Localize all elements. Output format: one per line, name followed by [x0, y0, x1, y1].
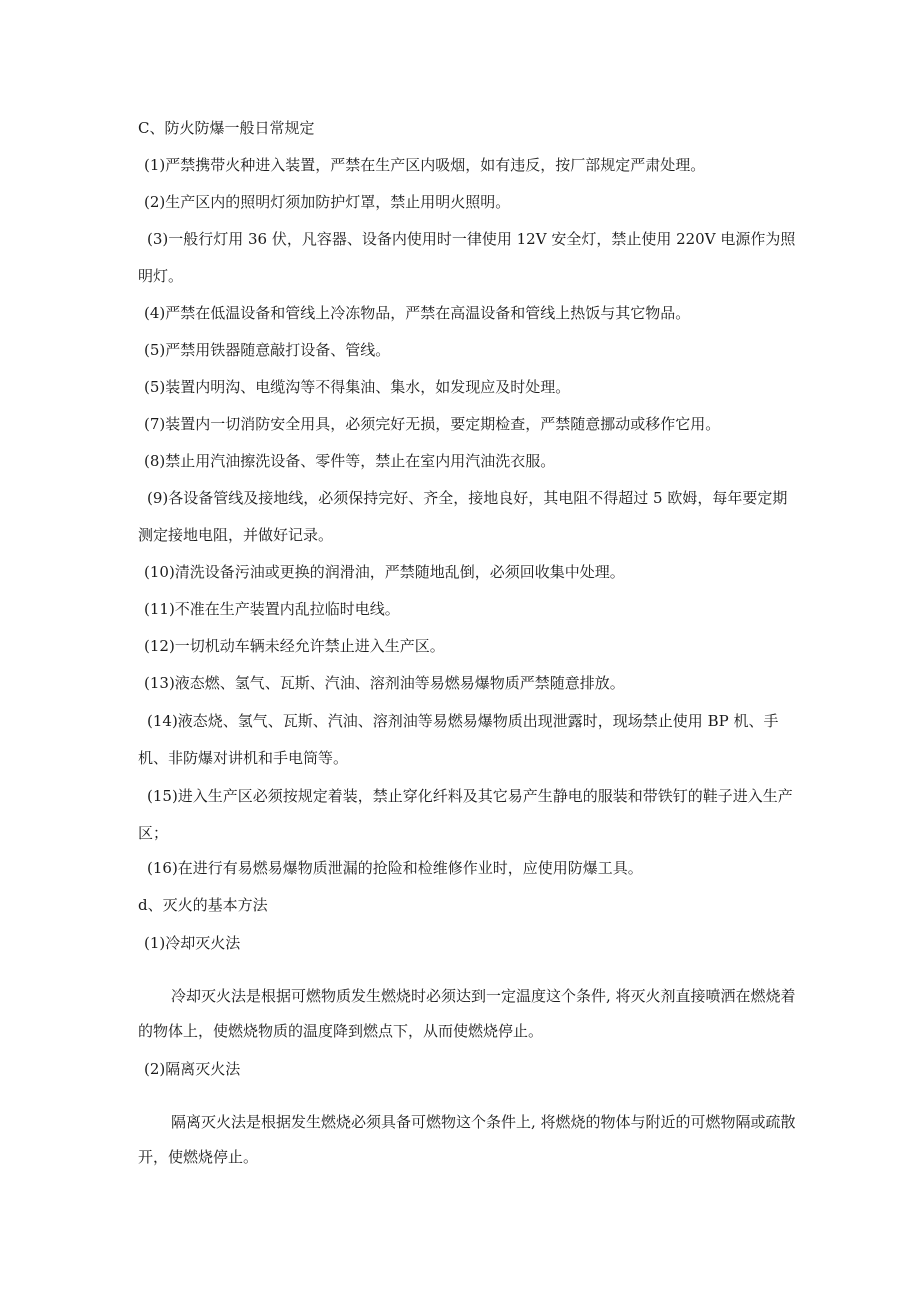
rule-3: (3)一般行灯用 36 伏，凡容器、设备内使用时一律使用 12V 安全灯，禁止使用 220V 电源作为照 [147, 230, 796, 248]
section-c-heading: C、防火防爆一般日常规定 [138, 119, 315, 137]
rule-15: (15)进入生产区必须按规定着装，禁止穿化纤料及其它易产生静电的服装和带铁钉的鞋子进入生产 [147, 787, 793, 805]
method-2-title: (2)隔离灭火法 [144, 1060, 241, 1078]
rule-13: (13)液态燃、氢气、瓦斯、汽油、溶剂油等易燃易爆物质严禁随意排放。 [144, 674, 625, 692]
method-2-paragraph-line-2: 开，使燃烧停止。 [138, 1148, 259, 1166]
rule-4: (4)严禁在低温设备和管线上冷冻物品，严禁在高温设备和管线上热饭与其它物品。 [144, 304, 691, 322]
rule-15-continued: 区； [138, 824, 169, 842]
method-1-paragraph-line-2: 的物体上，使燃烧物质的温度降到燃点下，从而使燃烧停止。 [138, 1022, 544, 1040]
rule-7: (7)装置内一切消防安全用具，必须完好无损，要定期检查，严禁随意挪动或移作它用。 [144, 415, 721, 433]
method-1-paragraph-line-1: 冷却灭火法是根据可燃物质发生燃烧时必须达到一定温度这个条件, 将灭火剂直接喷洒在燃烧着 [171, 987, 796, 1005]
rule-10: (10)清洗设备污油或更换的润滑油，严禁随地乱倒，必须回收集中处理。 [144, 563, 625, 581]
rule-14-continued: 机、非防爆对讲机和手电筒等。 [138, 749, 349, 767]
method-2-paragraph-line-1: 隔离灭火法是根据发生燃烧必须具备可燃物这个条件上, 将燃烧的物体与附近的可燃物隔或疏散 [171, 1113, 796, 1131]
rule-1: (1)严禁携带火种进入装置，严禁在生产区内吸烟，如有违反，按厂部规定严肃处理。 [144, 156, 706, 174]
rule-3-continued: 明灯。 [138, 267, 184, 285]
rule-9-continued: 测定接地电阻，并做好记录。 [138, 526, 334, 544]
rule-5: (5)严禁用铁器随意敲打设备、管线。 [144, 341, 391, 359]
rule-9: (9)各设备管线及接地线，必须保持完好、齐全，接地良好，其电阻不得超过 5 欧姆，每年要定期 [147, 489, 788, 507]
section-d-heading: d、灭火的基本方法 [138, 896, 268, 914]
rule-8: (8)禁止用汽油擦洗设备、零件等，禁止在室内用汽油洗衣服。 [144, 452, 556, 470]
method-1-title: (1)冷却灭火法 [144, 934, 241, 952]
rule-6: (5)装置内明沟、电缆沟等不得集油、集水，如发现应及时处理。 [144, 378, 571, 396]
rule-16: (16)在进行有易燃易爆物质泄漏的抢险和检维修作业时，应使用防爆工具。 [147, 859, 643, 877]
rule-2: (2)生产区内的照明灯须加防护灯罩，禁止用明火照明。 [144, 193, 511, 211]
rule-14: (14)液态烧、氢气、瓦斯、汽油、溶剂油等易燃易爆物质出现泄露时，现场禁止使用 BP 机、手 [147, 712, 779, 730]
rule-11: (11)不准在生产装置内乱拉临时电线。 [144, 600, 400, 618]
rule-12: (12)一切机动车辆未经允许禁止进入生产区。 [144, 637, 445, 655]
